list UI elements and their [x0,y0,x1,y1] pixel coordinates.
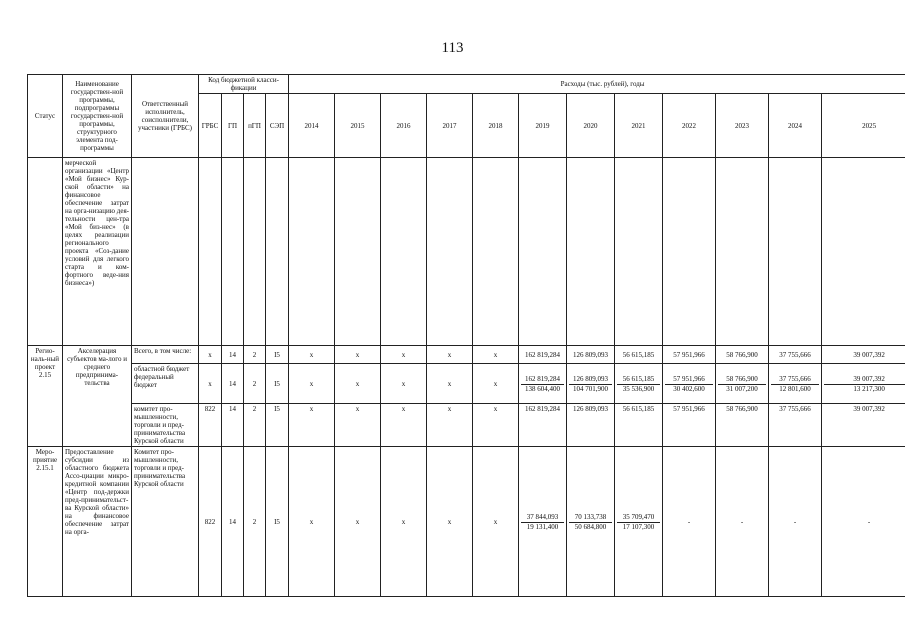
name-cell: Акселерация субъектов ма-лого и среднего предпринима-тельства [63,346,132,447]
name-cell: Предоставление субсидии из областного бюджета Ассо-циации микро-кредитной компании «Центр под-держки пред-принимательст-ва Курской области» на финансовое обеспечение затрат на орга- [63,447,132,597]
year-header: 2014 [289,94,335,158]
table-row-committee: комитет про-мышленности, торговли и пред-принимательства Курской области 822 14 2 I5 x x x x x 162 819,284 126 809,093 56 615,185 57 951,966 58 766,900 37 755,666 39 007,392 [28,404,905,447]
table-row-total: Регио-наль-ный проект 2.15 Акселерация субъектов ма-лого и среднего предпринима-тельства Всего, в том числе: x 14 2 I5 x x x x x 162 819,284 126 809,093 56 615,185 57 951,966 58 766,900 37 755,666 39 007,392 [28,346,905,364]
year-header: 2017 [427,94,473,158]
year-header: 2018 [473,94,519,158]
page-number: 113 [441,40,464,56]
status-cell: Меро-приятие 2.15.1 [28,447,63,597]
year-header: 2022 [663,94,716,158]
budget-code-header: Код бюджетной класси-фикации [199,75,289,94]
executor-cell: комитет про-мышленности, торговли и пред-принимательства Курской области [132,404,199,447]
executor-cell: Комитет про-мышленности, торговли и пред-принимательства Курской области [132,447,199,597]
year-header: 2015 [335,94,381,158]
year-header: 2019 [519,94,567,158]
grbs-header: ГРБС [199,94,222,158]
table-row-continuation [28,158,905,346]
status-header: Статус [28,75,63,158]
executor-cell: областной бюджет федеральный бюджет [132,364,199,404]
year-header: 2025 [822,94,905,158]
executor-cell: Всего, в том числе: [132,346,199,364]
status-cell [28,158,63,346]
budget-table [27,74,905,597]
year-header: 2020 [567,94,615,158]
expenses-header: Расходы (тыс. рублей), годы [289,75,905,94]
sep-header: СЭП [266,94,289,158]
gp-header: ГП [222,94,244,158]
name-cell: мерческой организации «Центр «Мой бизнес» Кур-ской области» на финансовое обеспечение затрат на орга-низацию дея-тельности цен-тра «Мой биз-нес» (в целях реализации регионального проекта «Соз-дание условий для легкого старта и ком-фортного веде-ния бизнеса») [63,158,132,346]
year-header: 2024 [769,94,822,158]
pgp-header: пГП [244,94,266,158]
table-row-2-15-1: Меро-приятие 2.15.1 Предоставление субсидии из областного бюджета Ассо-циации микро-кредитной компании «Центр под-держки пред-принимательст-ва Курской области» на финансовое обеспечение затрат на орга- Комитет про-мышленности, торговли и пред-принимательства Курской области 822 14 2 I5 x x x x x 37 844,093 19 131,400 70 133,738 50 684,800 35 709,470 17 107,300 - - - - [28,447,905,597]
header-row [28,75,905,94]
year-header: 2021 [615,94,663,158]
table-row-regional: областной бюджет федеральный бюджет x 14 2 I5 x x x x x 162 819,284 138 604,400 126 809,093 104 701,900 56 615,185 35 536,900 57 951,966 30 402,600 58 766,900 31 007,200 37 755,666 12 801,600 39 007,392 13 217,300 [28,364,905,404]
year-header: 2023 [716,94,769,158]
executor-header: Ответственный исполнитель, соисполнители, участники (ГРБС) [132,75,199,158]
status-cell: Регио-наль-ный проект 2.15 [28,346,63,447]
name-header: Наименование государствен-ной программы, подпрограммы государствен-ной программы, структурного элемента под-программы [63,75,132,158]
year-header: 2016 [381,94,427,158]
